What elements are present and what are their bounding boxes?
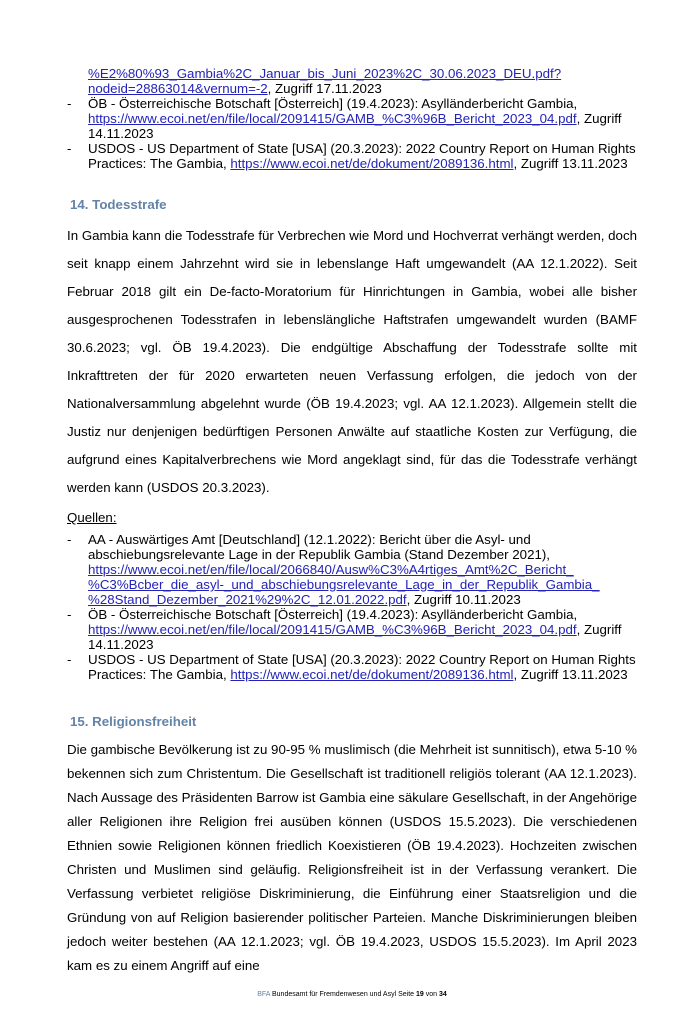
footer-org: Bundesamt für Fremdenwesen und Asyl (272, 991, 397, 998)
source-link[interactable]: https://www.ecoi.net/de/dokument/2089136.html (230, 156, 514, 171)
source-text: AA - Auswärtiges Amt [Deutschland] (12.1.2022): Bericht über die Asyl- und abschiebungsrelevante Lage in der Republik Gambia (Stand Dezember 2021), (88, 532, 550, 562)
source-link[interactable]: %E2%80%93_Gambia%2C_Januar_bis_Juni_2023%2C_30.06.2023_DEU.pdf? nodeid=28863014&vernum=-2 (88, 66, 562, 96)
list-dash: - (67, 96, 72, 111)
top-source-list (67, 66, 637, 171)
source-item (67, 652, 637, 682)
source-text: ÖB - Österreichische Botschaft [Österreich] (19.4.2023): Asylländerbericht Gambia, (88, 96, 578, 111)
source-link[interactable]: https://www.ecoi.net/en/file/local/2091415/GAMB_%C3%96B_Bericht_2023_04.pdf (88, 111, 577, 126)
source-access-date: , Zugriff 17.11.2023 (267, 81, 382, 96)
source-link[interactable]: https://www.ecoi.net/en/file/local/2066840/Ausw%C3%A4rtiges_Amt%2C_Bericht_ %C3%Bcber_die_asyl-_und_abschiebungsrelevante_Lage_in_der_Republik_Gambia_ %28Stand_Dezember_2021%29%2C_12.01.2022.pdf (88, 562, 600, 607)
source-text: USDOS - US Department of State [USA] (20.3.2023): 2022 Country Report on Human Rights Practices: The Gambia, (88, 652, 636, 682)
sources-label: Quellen: (67, 510, 117, 525)
list-dash: - (67, 652, 72, 667)
source-item (67, 532, 637, 607)
source-item (67, 607, 637, 652)
source-access-date: , Zugriff 13.11.2023 (513, 156, 628, 171)
source-item (67, 96, 637, 141)
bfa-logo: BFA (257, 991, 271, 998)
footer-page-label: Seite (398, 991, 415, 998)
source-link[interactable]: https://www.ecoi.net/en/file/local/2091415/GAMB_%C3%96B_Bericht_2023_04.pdf (88, 622, 577, 637)
source-text: ÖB - Österreichische Botschaft [Österreich] (19.4.2023): Asylländerbericht Gambia, (88, 607, 578, 622)
list-dash: - (67, 607, 72, 622)
footer-page-number: 19 (416, 991, 424, 998)
section-15-heading: 15. Religionsfreiheit (70, 714, 197, 729)
footer-of-label: von (425, 991, 438, 998)
list-dash: - (67, 141, 72, 156)
page-footer (67, 990, 637, 999)
section-14-heading: 14. Todesstrafe (70, 197, 167, 212)
source-access-date: , Zugriff 13.11.2023 (513, 667, 628, 682)
section-15-body: Die gambische Bevölkerung ist zu 90-95 % muslimisch (die Mehrheit ist sunnitisch), etwa 5-10 % bekennen sich zum Christentum. Die Gesellschaft ist traditionell religiös tolerant (AA 12.1.2023). Nach Aussage des Präsidenten Barrow ist Gambia eine säkulare Gesellschaft, in der Angehörige aller Religionen ihre Religion frei ausüben können (USDOS 15.5.2023). Die verschiedenen Ethnien sowie Religionen können friedlich Koexistieren (ÖB 19.4.2023). Hochzeiten zwischen Christen und Muslimen sind geläufig. Religionsfreiheit ist in der Verfassung verankert. Die Verfassung verbietet religiöse Diskriminierung, die Einführung einer Staatsreligion und die Gründung von auf Religion basierender politischer Parteien. Manche Diskriminierungen bleiben jedoch weiter bestehen (AA 12.1.2023; vgl. ÖB 19.4.2023, USDOS 15.5.2023). Im April 2023 kam es zu einem Angriff auf eine (67, 742, 637, 973)
source-text: USDOS - US Department of State [USA] (20.3.2023): 2022 Country Report on Human Rights Practices: The Gambia, (88, 141, 636, 171)
list-dash: - (67, 532, 72, 547)
source-access-date: , Zugriff 10.11.2023 (406, 592, 521, 607)
source-item (67, 141, 637, 171)
section-14-source-list (67, 532, 637, 682)
section-14-body: In Gambia kann die Todesstrafe für Verbrechen wie Mord und Hochverrat verhängt werden, doch seit knapp einem Jahrzehnt wird sie in lebenslange Haft umgewandelt (AA 12.1.2022). Seit Februar 2018 gilt ein De-facto-Moratorium für Hinrichtungen in Gambia, wobei alle bisher ausgesprochenen Todesstrafen in lebenslängliche Haftstrafen umgewandelt wurden (BAMF 30.6.2023; vgl. ÖB 19.4.2023). Die endgültige Abschaffung der Todesstrafe sollte mit Inkrafttreten der für 2020 erwarteten neuen Verfassung erfolgen, die jedoch von der Nationalversammlung abgelehnt wurde (ÖB 19.4.2023; vgl. AA 12.1.2023). Allgemein stellt die Justiz nur denjenigen bedürftigen Personen Anwälte auf staatliche Kosten zur Verfügung, die aufgrund eines Kapitalverbrechens wie Mord angeklagt sind, für das die Todesstrafe verhängt werden kann (USDOS 20.3.2023). (67, 228, 637, 495)
source-access-date: , Zugriff 14.11.2023 (88, 111, 622, 141)
source-link[interactable]: https://www.ecoi.net/de/dokument/2089136.html (230, 667, 514, 682)
footer-page-total: 34 (439, 991, 447, 998)
source-item (67, 66, 637, 96)
source-access-date: , Zugriff 14.11.2023 (88, 622, 622, 652)
